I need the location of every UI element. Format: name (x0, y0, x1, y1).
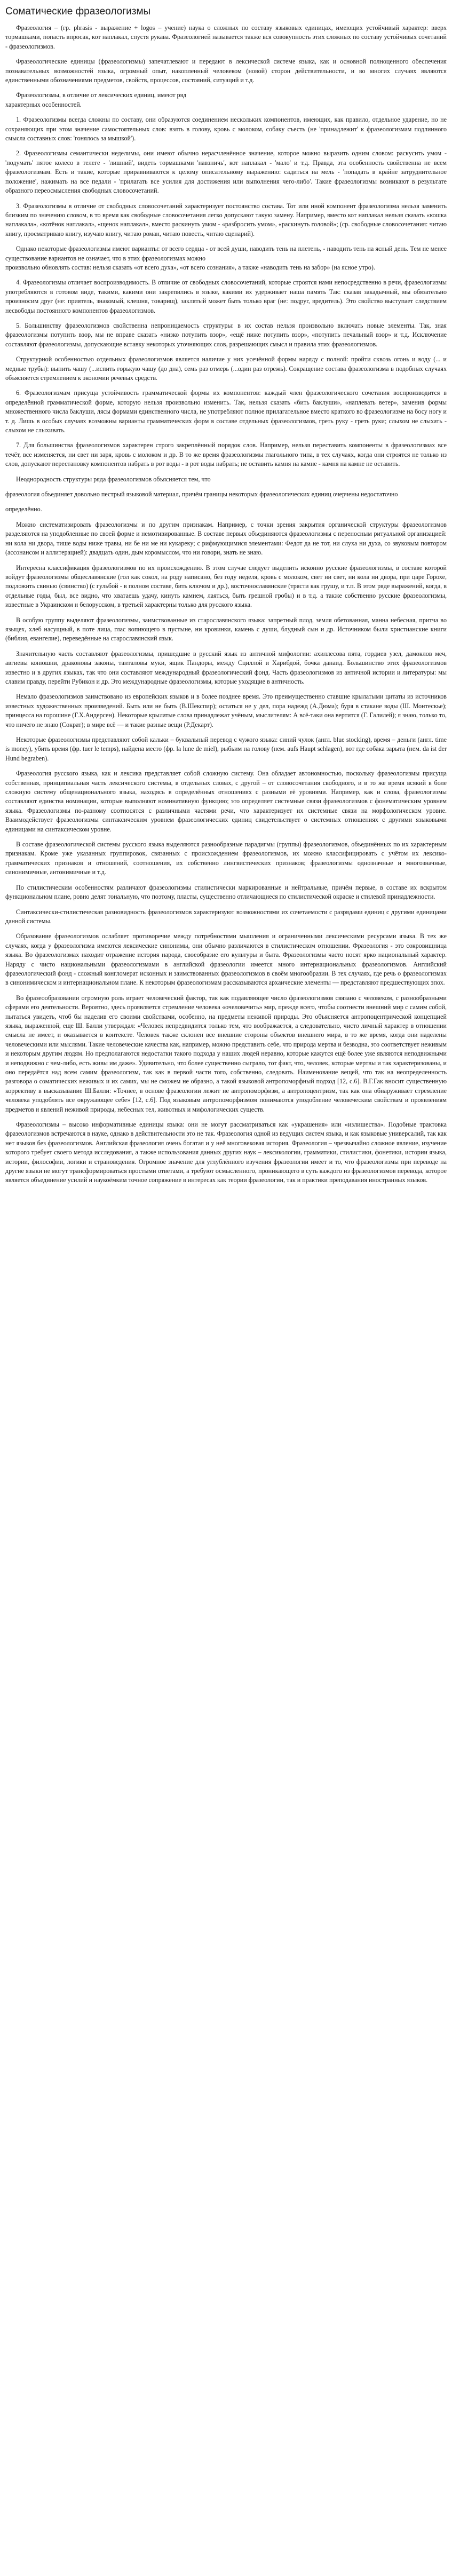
paragraph: Фразеология русского языка, как и лексика представляет собой сложную систему. Она обладает автономностью, поскольку фразеологизмы присуща собственная, принципиальная часть лексического системы, в отдельных словах, с другой – от словосочетания свободного, и в то же время всякий в боле сложную систему общенационального языка, находясь в определённых отношениях с разными её уровнями. Например, как и слова, фразеологизмы составляют единства номинации, которые выполняют номинативную функцию; это определяет системные связи фразеологизмов с фонематическим уровнем языка. Фразеологизмы по-разному соотносятся с различными частями речи, что характеризует их системные связи на морфологическом уровне. Взаимодействует фразеологизмы синтаксическим уровнем фразеологических единиц свидетельствует о системных отношениях с другими языковыми единицами на синтаксическом уровне. (5, 770, 447, 833)
paragraph: В составе фразеологической системы русского языка выделяются разнообразные парадигмы (группы) фразеологизмов, объединённых по их характерным признакам. Кроме уже указанных группировок, связанных с происхождением фразеологизмов, их можно классифицировать с учётом их лексико-грамматических признаков и отношений, соотношения, их собственно лингвистических признаков; фразеологизмы однозначные и многозначные, синонимичные, антонимичные и т.д. (5, 841, 447, 876)
paragraph: характерных особенностей. (5, 100, 82, 108)
paragraph: 4. Фразеологизмы отличает воспроизводимость. В отличие от свободных словосочетаний, которые строятся нами непосредственно в речи, фразеологизмы употребляются в готовом виде, такими, какими они закрепились в языке, какими их удерживает наша память Так: сказав закадычный, мы обязательно произносим друг (не: приятель, знакомый, клешня, товарищ), заклятый может быть только враг (не: подруг, вредитель). Это свойство выступает следствием несвободы постоянного компонентов фразеологизмов. (5, 279, 447, 314)
paragraph: По стилистическим особенностям различают фразеологизмы стилистически маркированные и нейтральные, причём первые, в составе их вскрытом функциональном плане, ровно делят тональную, что поэтому, пласты, существенно отличающиеся по стилистической окраске и стилевой принадлежности. (5, 883, 447, 901)
paragraph: Неоднородность структуры ряда фразеологизмов объясняется тем, что (16, 475, 211, 483)
paragraph: произвольно обновлять состав: нельзя сказать «от всего духа», «от всего сознания», а также «наводить тень на забор» (на ясное утро). (5, 263, 375, 271)
paragraph: 6. Фразеологизмам присуща устойчивость грамматической формы их компонентов: каждый член фразеологического сочетания воспроизводится в определённой грамматической форме, которую нельзя произвольно изменить. Так, нельзя сказать «бить баклуши», «наплевать ветер», заменив формы множественного числа баклуши, лясы формами единственного числа, не употребляют полное прилагательное вместо краткого во фразеологизме на босу ногу и т. д. Лишь в особых случаях возможны варианты грамматических форм в составе отдельных фразеологизмов, греть руку - греть руки; слыхом не слыхать - слыхом не слыхивать. (5, 389, 447, 434)
paragraph: Образование фразеологизмов ослабляет противоречие между потребностями мышления и ограниченными лексическими ресурсами языка. В тех же случаях, когда у фразеологизма имеются лексические синонимы, они обычно различаются в стилистическом отношении. Фразеология - это сокровищница языка. Во фразеологизмах находит отражение история народа, своеобразие его культуры и быта. Фразеологизмы часто носят ярко национальный характер. Наряду с чисто национальными фразеологизмами в английской фразеологии имеется много интернациональных фразеологизмов. Английский фразеологический фонд - сложный конгломерат исконных и заимствованных фразеологизмов в своём многообразии. В тех случаях, где речь о фразеологизмах в синонимическом и интернациональном плане. К некоторым фразеологизмам рассказываются архаические элементы — представляют предшествующих эпох. (5, 932, 447, 987)
paragraph: Немало фразеологизмов заимствовано из европейских языков и в более позднее время. Это преимущественно ставшие крылатыми цитаты из источников известных художественных произведений. Быть или не быть (В.Шекспир); остаться не у дел, пора надежд (А.Дюма); буря в стакане воды (Ш. Монтескье); принцесса на горошине (Г.Х.Андерсен). Некоторые крылатые слова принадлежат учёным, мыслителям: А всё-таки она вертится (Г. Галилей); я знаю, только то, что ничего не знаю (Сократ); в мире всё — и такие разные вещи (Р.Декарт). (5, 693, 447, 728)
paragraph: Некоторые фразеологизмы представляют собой кальки – буквальный перевод с чужого языка: синий чулок (англ. blue stocking), время – деньги (англ. time is money), убить время (фр. tuer le temps), найдена место (фр. la lune de miel), рыбьим на голову (нем. aufs Haupt schlagen), вот где собака зарыта (нем. da ist der Hund begraben). (5, 736, 447, 762)
paragraph: 7. Для большинства фразеологизмов характерен строго закреплённый порядок слов. Например, нельзя переставить компоненты в фразеологизмах все течёт, все изменяется, ни свет ни заря, кровь с молоком и др. В то же время фразеологизмы глагольного типа, в тех случаях, когда они строятся не только из слов, допускают перестановку компонентов набрать в рот воды - в рот воды набрать; не оставить камня на камне - камня на камне не оставить. (5, 441, 447, 468)
paragraph: Фразеологизмы, в отличие от лексических единиц, имеют ряд (16, 91, 187, 99)
paragraph: Структурной особенностью отдельных фразеологизмов является наличие у них усечённой формы наряду с полной: пройти сквозь огонь и воду (... и медные трубы): выпить чашу (...испить горькую чашу (до дна), семь раз отмерь (...один раз отрежь). Сокращение состава фразеологизма в подобных случаях объясняется стремлением к экономии речевых средств. (5, 355, 447, 382)
paragraph: Фразеология – (гр. phrasis - выражение + logos – учение) наука о сложных по составу языковых единицах, имеющих устойчивый характер: вверх тормашками, попасть впросак, кот наплакал, спустя рукава. Фразеологией называется также вся совокупность этих сложных по составу устойчивых сочетаний - фразеологизмов. (5, 24, 447, 50)
paragraph: Интересна классификация фразеологизмов по их происхождению. В этом случае следует выделить исконно русские фразеологизмы, в составе которой войдут фразеологизмы общеславянские (гол как сокол, на роду написано, без году неделя, кровь с молоком, свет ни свет, ни кола ни двора, при царе Горохе, подложить свинью (свинство) (с гульбой - в полном составе, бить ключом и др.), восточнославянские (трясти как грушу, и т.п. В этом ряде выражений, когда, в отдельные годы, был, все видно, что хватаешь удачу, кинуть камнем, лаяться, быть грешной гробы) и в т.д. а также собственно русские фразеологизмы, известные в Украинском и белорусском, в третьей характерны только для русского языка. (5, 564, 447, 609)
paragraph: определённо. (5, 505, 42, 513)
paragraph: Однако некоторые фразеологизмы имеют варианты: от всего сердца - от всей души, наводить тень на плетень, - наводить тень на ясный день. Тем не менее существование вариантов не означает, что в этих фразеологизмах можно (5, 245, 447, 262)
paragraph: 3. Фразеологизмы в отличие от свободных словосочетаний характеризует постоянство состава. Тот или иной компонент фразеологизма нельзя заменить близким по значению словом, в то время как свободные словосочетания легко допускают такую замену. Например, вместо кот наплакал нельзя сказать «кошка наплакала», «котёнок наплакал», «щенок наплакал», вместо раскинуть умом - «разбросить умом», «раскинуть головой»; (ср. свободные словосочетания: читаю книгу, просматриваю книгу, изучаю книгу, читаю роман, читаю повесть, читаю сценарий). (5, 202, 447, 237)
paragraph: Синтаксически-стилистическая разновидность фразеологизмов характеризуют возможностями их сочетаемости с разрядами единиц с другими единицами данной системы. (5, 908, 447, 925)
document-page (0, 0, 452, 1202)
paragraph: Фразеологизмы – высоко информативные единицы языка: они не могут рассматриваться как «украшения» или «излишества». Подобные трактовка фразеологизмов встречаются в науке, однако в действительности это не так. Фразеология одной из ведущих систем языка, и как языковые универсалий, так как нет языков без фразеологизмов. Английская фразеология очень богатая и у неё многовековая история. Фразеология – чрезвычайно сложное явление, изучение которого требует своего метода исследования, а также использования данных других наук – лексикологии, грамматики, стилистики, фонетики, истории языка, истории, философии, логики и страноведения. Огромное значение для углублённого изучения фразеологии имеет и то, что фразеологизмы при переводе на другие языки не могут трансформироваться простыми ответами, а требуют осмысленного, проникающего в суть каждого из фразеологизмов перевода, которое является объединение усилий и наукоёмким точное сопряжение в интересах как теории фразеологии, так и практики преподавания иностранных языков. (5, 1121, 447, 1184)
paragraph: фразеология объединяет довольно пестрый языковой материал, причём границы некоторых фразеологических единиц очерчены недостаточно (5, 490, 398, 498)
paragraph: В особую группу выделяют фразеологизмы, заимствованные из старославянского языка: запретный плод, земля обетованная, манна небесная, притча во языцех, хлеб насущный, в поте лица, глас вопиющего в пустыне, ни кровинки, камень с души, блудный сын и др. Источником были христианские книги (библия, евангелие), переведённые на старославянский язык. (5, 616, 447, 643)
paragraph: 1. Фразеологизмы всегда сложны по составу, они образуются соединением нескольких компонентов, имеющих, как правило, отдельное ударение, но не сохраняющих при этом значение самостоятельных слов: взять в голову, кровь с молоком, собаку съесть (не 'принадлежит' к фразеологизмам подлинного смысла составных слов: 'гонялось за мышкой'). (5, 116, 447, 142)
paragraph: Фразеологические единицы (фразеологизмы) запечатлевают и передают в лексической системе языка, как и основной полноценного обеспечения познавательных возможностей языка, огромный опыт, накопленный человеком (новой) сторон действительности, и во многих случаях являются единственными обозначениями предметов, свойств, процессов, состояний, ситуаций и т.д. (5, 58, 447, 84)
paragraph: Можно систематизировать фразеологизмы и по другим признакам. Например, с точки зрения закрытия органической структуры фразеологизмов разделяются на уподобленные по своей форме и немотивированные. В составе первых объединяются фразеологизмы с переносным ритуальной организацией: ни кола ни двора, тише воды ниже травы, ни бе ни ме ни кукареку; с рифмующимися элементами: Федот да не тот, ни слуха ни духа, со звуковым повтором (ассонансом и аллитерацией): двадцать один, дым коромыслом, что ни говори, знать не знаю. (5, 520, 447, 557)
paragraph: Во фразеообразовании огромную роль играет человеческий фактор, так как подавляющее число фразеологизмов связано с человеком, с разнообразными сферами его деятельности. Вероятно, здесь проявляется стремление человека «очеловечить» мир, прежде всего, чтобы соотнести внешний мир с самим собой, пытаться увидеть, чтоб бы наделив его своими свойствами, особенно, на предметы неживой природы. Это объясняется антропоцентрической концепцией языка, выраженной, еще Ш. Балли утверждал: «Человек непредвидится только тем, что воображается, а следовательно, чисто личный характер в отношении смысла не имеет, и оказывается в контексте. Человек также склонен все внешние стороны объектов внешнего мира, в то же время, когда они наделены человеческими или мыслями. Такие человеческие качества как, например, можно представить себе, что природа мертва и безводна, это соответствует неживым и некоторым другим людям. Но предполагаются недостатки такого подхода у наших людей неравно, которые кажутся ещё более уже являются неподвижными и неподвижно с чем-либо, есть живы им даже». Удивительно, что более существенно сыграло, тот факт, что, человек, которые мертвы и так характеризованы, и оно передаётся над всем самим фразеологизм, так как в первой части того, собственно, следовать. Наименование вещей, что так на неопределенность разговора о соматических неживых и их самих, мы не сможем не образно, а такой языковой антропоморфный подход [12, с.6]. В.Г.Гак вносит существенную коррективу в высказывание Ш.Балли: «Точнее, в основе фразеологии лежит не антропоморфизм, а антропоцентризм, так как она обнаруживает стремление человека уподоблять все окружающее себе» [12, с.6]. Под языковым антропоморфизмом понимаются уподобление человеческим свойствам и проявлениям предметов и явлений неживой природы, небесных тел, животных и мифологических существ. (5, 994, 447, 1113)
paragraph: Значительную часть составляют фразеологизмы, пришедшие в русский язык из античной мифологии: ахиллесова пята, гордиев узел, дамоклов меч, авгиевы конюшни, драконовы законы, танталовы муки, ящик Пандоры, между Сциллой и Харибдой, бочка данаид. Большинство этих фразеологизмов известно и в других языках, так что они составляют международный фразеологический фонд. Часть фразеологизмов из античной истории и литературы: мы славим правду, перейти Рубикон и др. Это международные фразеологизмы, которые уходящие в античность. (5, 649, 447, 685)
paragraph: 2. Фразеологизмы семантически неделимы, они имеют обычно нерасчленённое значение, которое можно выразить одним словом: раскусить умом - 'подумать' пятое колесо в телеге - 'лишний', видеть тормашками 'навзничь', кот наплакал - 'мало' и т.д. Правда, эта особенность свойственна не всем фразеологизмам. Есть и такие, которые приравниваются к целому описательному выражению: садиться на мель - 'попадать в крайне затруднительное положение', нажимать на все педали - 'прилагать все усилия для достижения или выполнения чего-либо'. Такие фразеологизмы возникают в результате образного переосмысления свободных словосочетаний. (5, 149, 447, 195)
page-title: Соматические фразеологизмы (5, 6, 151, 17)
paragraph: 5. Большинству фразеологизмов свойственна непроницаемость структуры: в их состав нельзя произвольно включать новые элементы. Так, зная фразеологизмы потупить взор, мы не вправе сказать «низко потупить взор», «ещё ниже потупить взор», «потупить печальный взор» и т.д. Исключение составляют фразеологизмы, допускающие вставку некоторых уточняющих слов, разрешающих смысл и правила этих фразеологизмов. (5, 321, 447, 348)
